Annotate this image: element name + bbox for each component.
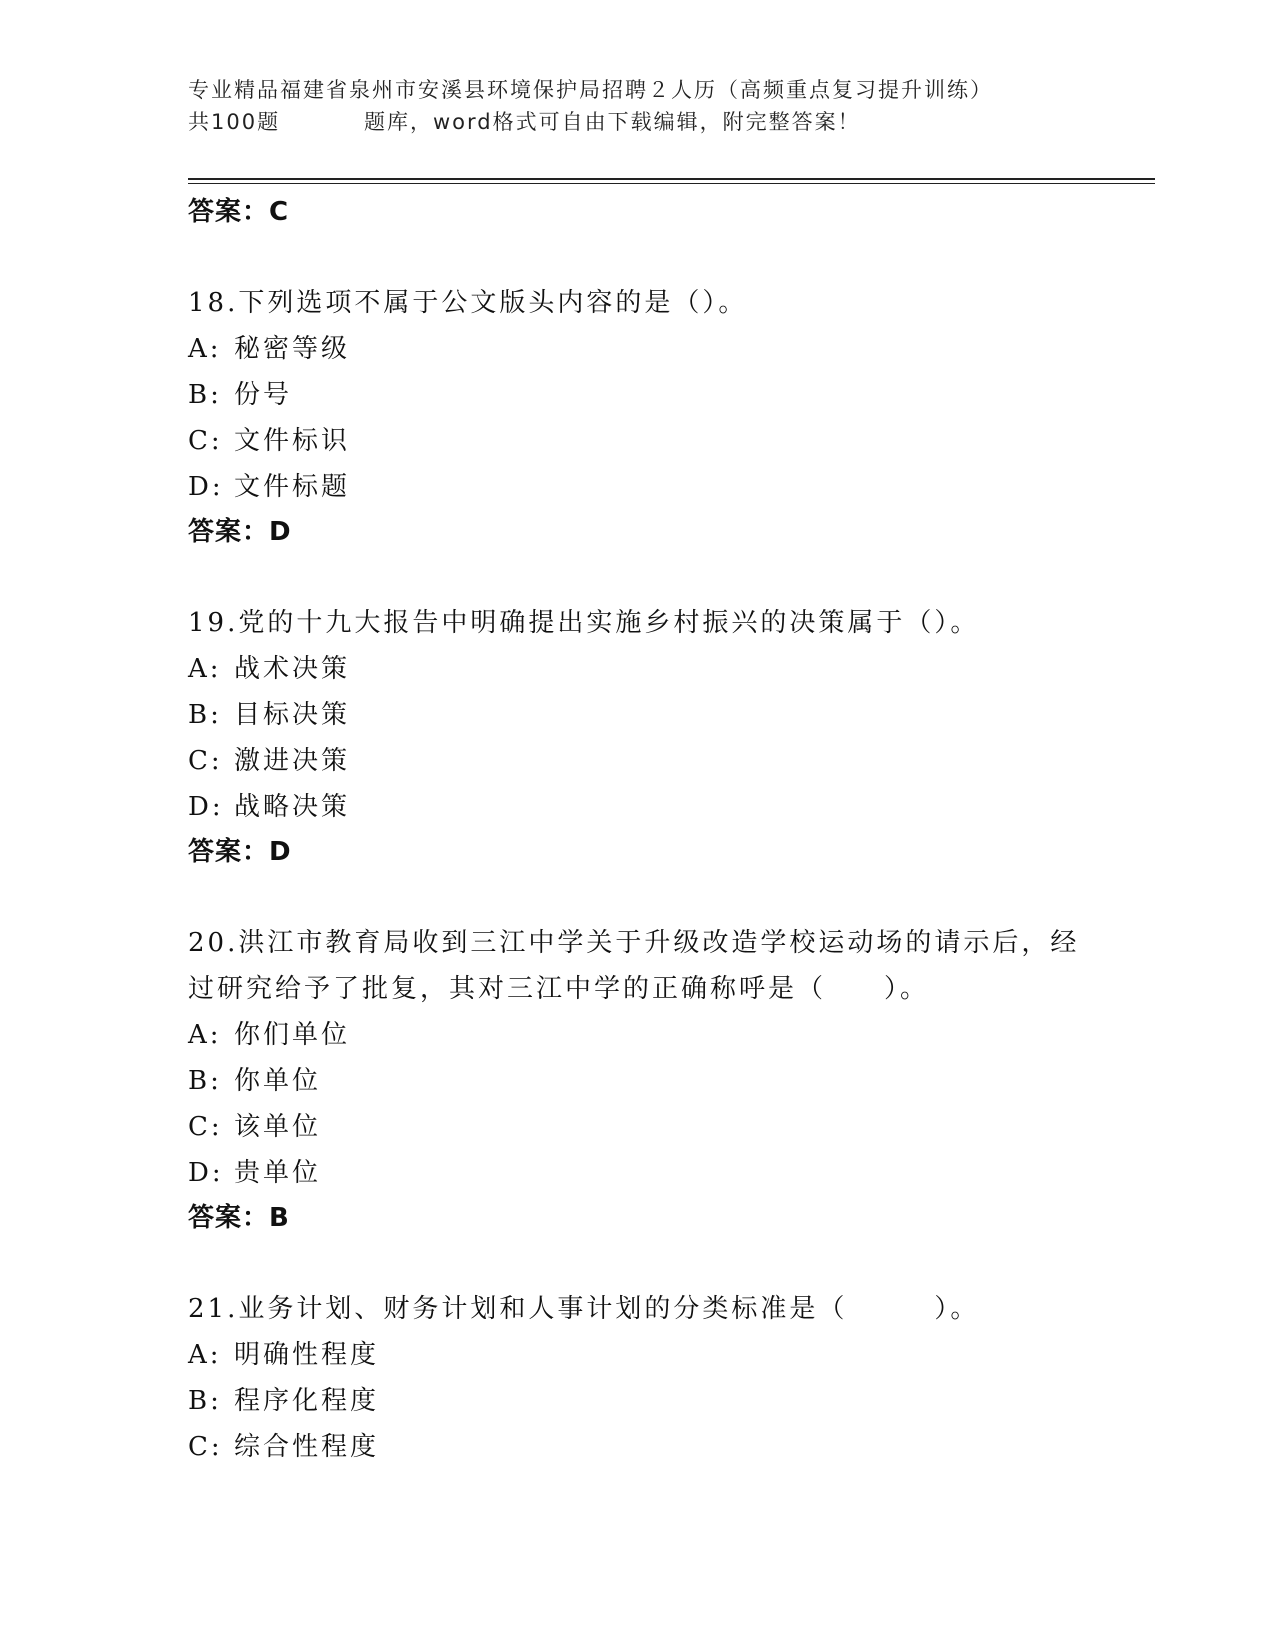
page-header — [188, 74, 1088, 138]
header-title: 专业精品福建省泉州市安溪县环境保护局招聘２人历（高频重点复习提升训练） — [188, 78, 993, 102]
option-a — [188, 646, 1088, 692]
option-text: 文件标识 — [234, 426, 351, 456]
header-divider-thick — [188, 178, 1155, 180]
answer-line: 答案：C — [188, 197, 290, 227]
option-text: 文件标题 — [234, 472, 351, 502]
option-text: 战术决策 — [234, 654, 351, 684]
answer-line: 答案：B — [188, 1203, 290, 1233]
option-letter: A: — [188, 1340, 222, 1370]
question-block — [188, 1286, 1088, 1470]
option-b — [188, 1058, 1088, 1104]
option-letter: C: — [188, 426, 223, 456]
option-c — [188, 1104, 1088, 1150]
answer-line: 答案：D — [188, 837, 292, 867]
header-description: 题库，word格式可自由下载编辑，附完整答案！ — [364, 110, 861, 134]
option-c — [188, 418, 1088, 464]
question-text: 19.党的十九大报告中明确提出实施乡村振兴的决策属于（）。 — [188, 608, 980, 638]
option-letter: B: — [188, 380, 222, 410]
option-c — [188, 738, 1088, 784]
option-d — [188, 784, 1088, 830]
question-block — [188, 920, 1088, 1240]
option-letter: A: — [188, 654, 222, 684]
option-d — [188, 1150, 1088, 1196]
option-text: 综合性程度 — [234, 1432, 380, 1462]
option-text: 战略决策 — [234, 792, 351, 822]
option-b — [188, 1378, 1088, 1424]
option-a — [188, 1332, 1088, 1378]
option-letter: D: — [188, 1158, 224, 1188]
header-count: 共100题 — [188, 110, 281, 134]
option-text: 份号 — [234, 380, 293, 410]
header-subtitle — [188, 106, 1088, 138]
option-letter: B: — [188, 700, 222, 730]
option-text: 你们单位 — [234, 1020, 351, 1050]
option-letter: D: — [188, 792, 224, 822]
question-text: 21.业务计划、财务计划和人事计划的分类标准是（ ）。 — [188, 1294, 980, 1324]
question-list — [188, 190, 1088, 1470]
option-letter: D: — [188, 472, 224, 502]
option-letter: B: — [188, 1386, 222, 1416]
option-letter: A: — [188, 334, 222, 364]
option-text: 秘密等级 — [234, 334, 351, 364]
option-text: 明确性程度 — [234, 1340, 380, 1370]
question-text: 20.洪江市教育局收到三江中学关于升级改造学校运动场的请示后，经过研究给予了批复，其对三江中学的正确称呼是（ ）。 — [188, 928, 1080, 1004]
option-b — [188, 372, 1088, 418]
option-letter: B: — [188, 1066, 222, 1096]
option-text: 激进决策 — [234, 746, 351, 776]
header-divider-thin — [188, 183, 1155, 184]
question-block — [188, 280, 1088, 554]
option-text: 你单位 — [234, 1066, 322, 1096]
option-text: 该单位 — [234, 1112, 322, 1142]
option-text: 程序化程度 — [234, 1386, 380, 1416]
answer-line: 答案：D — [188, 517, 292, 547]
option-letter: C: — [188, 1112, 223, 1142]
option-a — [188, 326, 1088, 372]
question-text: 18.下列选项不属于公文版头内容的是（）。 — [188, 288, 748, 318]
option-text: 贵单位 — [234, 1158, 322, 1188]
option-b — [188, 692, 1088, 738]
option-letter: C: — [188, 746, 223, 776]
option-text: 目标决策 — [234, 700, 351, 730]
option-letter: A: — [188, 1020, 222, 1050]
option-c — [188, 1424, 1088, 1470]
option-d — [188, 464, 1088, 510]
option-letter: C: — [188, 1432, 223, 1462]
question-block — [188, 600, 1088, 874]
option-a — [188, 1012, 1088, 1058]
